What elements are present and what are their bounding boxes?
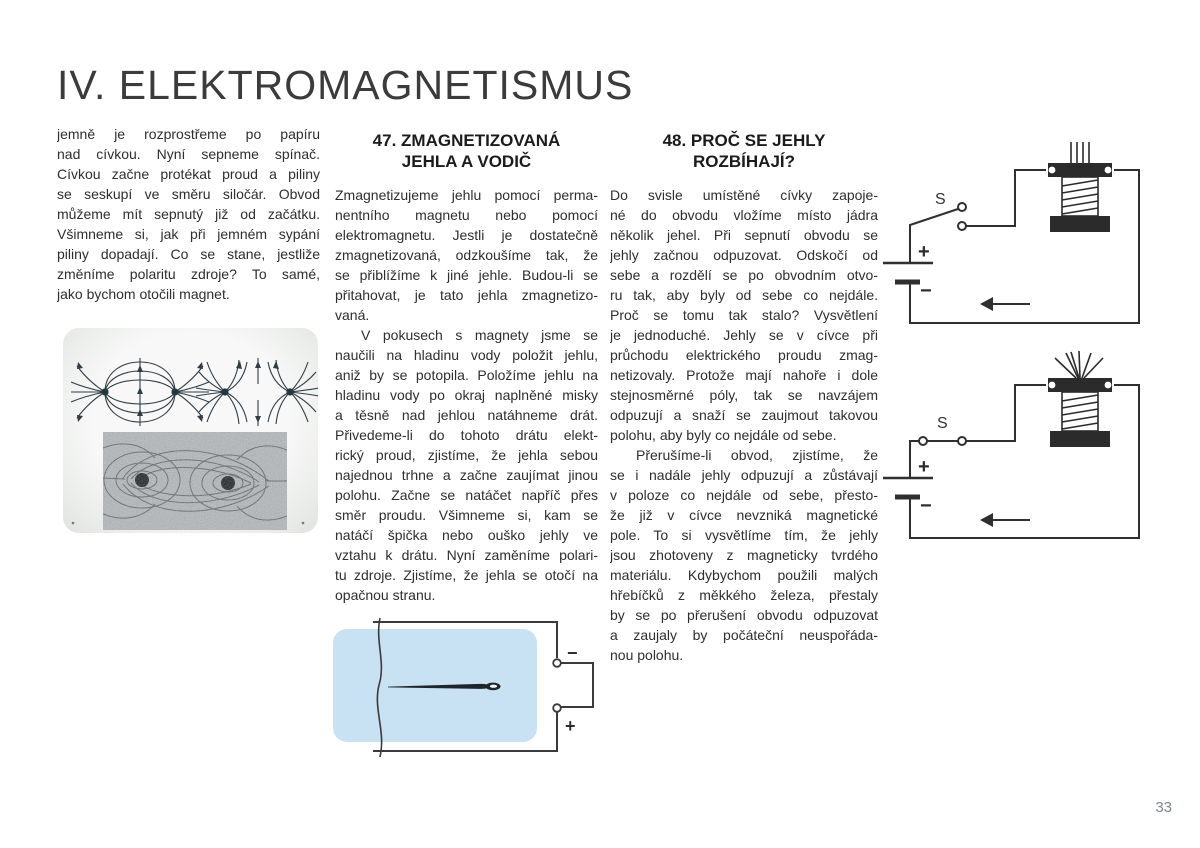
field-diagram-attraction — [71, 358, 209, 426]
text-line: opačnou stranu. — [335, 587, 436, 603]
text-line: najednou trhne a začne zaujímat jinou — [335, 467, 598, 483]
field-diagram-repulsion — [196, 358, 318, 426]
article-47-paragraph-1 — [335, 185, 598, 325]
needles-straight-icon — [1071, 142, 1089, 163]
text-line: polohu, aby byly co nejdále od sebe. — [610, 427, 837, 443]
text-line: hladinu vody po okraj naplněné misky — [335, 387, 598, 403]
text-line: Cívkou začne protékat proud a piliny — [57, 166, 320, 182]
text-line: polohu. Začne se natáčet napříč přes — [335, 487, 598, 503]
text-line: jsou zhotoveny z magneticky tvrdého — [610, 547, 878, 563]
text-line: průchodu elektrického proudu zmag- — [610, 347, 878, 363]
figure-field-lines-card — [63, 328, 318, 533]
plus-label: + — [565, 716, 576, 736]
text-line: Proč se tomu tak stalo? Vysvětlení — [610, 307, 878, 323]
article-48-heading — [610, 130, 878, 172]
page-title: IV. ELEKTROMAGNETISMUS — [57, 62, 634, 108]
text-line: a zaujaly by počáteční neuspořáda- — [610, 627, 878, 643]
text-line: směr proudu. Všimneme si, kam se — [335, 507, 598, 523]
text-line: naučili na hladinu vody položit jehlu, — [335, 347, 598, 363]
article-47-heading — [335, 130, 598, 172]
text-line: Zmagnetizujeme jehlu pomocí perma- — [335, 187, 598, 203]
field-lines-figure — [63, 328, 318, 533]
text-line: rický proud, zjistíme, že jehla sebou — [335, 447, 598, 463]
text-line: sebe a rozdělí se po obvodním otvo- — [610, 267, 878, 283]
circuit-2-wires — [910, 385, 1139, 538]
text-line: jemně je rozprostřeme po papíru — [57, 126, 320, 142]
text-line: Přivedeme-li do tohoto drátu elekt- — [335, 427, 598, 443]
text-line: Všimneme si, jak při jemném sypání — [57, 226, 320, 242]
article-47-paragraph-2 — [335, 325, 598, 605]
text-line: né do obvodu vložíme místo jádra — [610, 207, 878, 223]
text-line: stejnosměrné póly, tak se navzájem — [610, 387, 878, 403]
battery-plus-label: + — [918, 456, 930, 478]
text-line: vaná. — [335, 307, 370, 323]
coil-icon — [1048, 142, 1112, 232]
battery-plus-label: + — [918, 241, 930, 263]
article-47-heading-line1: 47. ZMAGNETIZOVANÁ — [372, 131, 561, 150]
text-line: změníme polaritu zdroje? To samé, — [57, 266, 320, 282]
page-number: 33 — [1155, 799, 1172, 816]
column-1-paragraph — [57, 124, 320, 304]
text-line: vztahu k drátu. Nyní zaměníme polari- — [335, 547, 598, 563]
iron-filings-photo — [103, 432, 287, 530]
battery-minus-label: − — [920, 495, 932, 517]
minus-label: − — [567, 643, 578, 663]
article-47-heading-line2: JEHLA A VODIČ — [401, 152, 532, 171]
text-line: přitahovat, je tato jehla zmagnetizo- — [335, 287, 598, 303]
text-line: hřebíčků z měkkého železa, přestaly — [610, 587, 878, 603]
article-48-body — [610, 185, 878, 665]
circuit-2-closed-switch — [880, 345, 1180, 560]
terminal-plus-icon — [553, 704, 561, 712]
article-47-body — [335, 185, 598, 605]
text-line: nou polohu. — [610, 647, 684, 663]
article-48-paragraph-1 — [610, 185, 878, 445]
article-48-paragraph-2 — [610, 445, 878, 665]
text-line: aniž by se potopila. Položíme jehlu na — [335, 367, 598, 383]
terminal-minus-icon — [553, 659, 561, 667]
switch-open-icon — [958, 203, 966, 230]
article-48-heading-line1: 48. PROČ SE JEHLY — [662, 131, 826, 150]
circuit-1-open-switch — [880, 130, 1180, 330]
needle-dish-figure — [330, 615, 600, 760]
text-line: pole. To si vysvětlíme tím, že jehly — [610, 527, 878, 543]
text-line: několik jehel. Při sepnutí obvodu se — [610, 227, 878, 243]
text-line: natáčí špička nebo ouško jehly ve — [335, 527, 598, 543]
text-line: materiálu. Kdybychom použili malých — [610, 567, 878, 583]
text-line: je jednoduché. Jehly se v cívce při — [610, 327, 878, 343]
text-line: můžeme mít sepnutý již od začátku. — [57, 206, 320, 222]
text-line: by se po přerušení obvodu odpuzovat — [610, 607, 878, 623]
text-line: nentního magnetu nebo pomocí — [335, 207, 598, 223]
card-corner-dot — [72, 522, 75, 525]
text-line: zmagnetizovaná, odzkoušíme tak, že — [335, 247, 598, 263]
text-line: netizovaly. Protože mají nahoře i dole — [610, 367, 878, 383]
current-arrow-icon — [980, 297, 1030, 311]
text-line: jehly začnou odpuzovat. Odskočí od — [610, 247, 878, 263]
text-line: ru tak, aby byly od sebe co nejdále. — [610, 287, 878, 303]
switch-label: S — [937, 415, 948, 432]
text-line: V pokusech s magnety jsme se — [361, 327, 598, 343]
text-line: se seskupí ve směru siločár. Obvod — [57, 186, 320, 202]
text-line: jako bychom otočili magnet. — [57, 286, 230, 302]
battery-minus-label: − — [920, 280, 932, 302]
text-line: elektromagnetu. Jestli je dostatečně — [335, 227, 598, 243]
current-arrow-icon — [980, 513, 1030, 527]
text-line: Do svisle umístěné cívky zapoje- — [610, 187, 878, 203]
text-line: se i nadále jehly odpuzují a zůstávají — [610, 467, 878, 483]
text-line: se přiblížíme k jiné jehle. Budou-li se — [335, 267, 598, 283]
text-line: odpuzují a snaží se zaujmout takovou — [610, 407, 878, 423]
text-line: nad cívkou. Nyní sepneme spínač. — [57, 146, 320, 162]
article-48-heading-line2: ROZBÍHAJÍ? — [693, 152, 795, 171]
text-line: tu zdroje. Zjistíme, že jehla se otočí na — [335, 567, 598, 583]
text-line: piliny dopadají. Co se stane, jestliže — [57, 246, 320, 262]
coil-icon — [1048, 351, 1112, 447]
text-line: a těsně nad jehlou natáhneme drát. — [335, 407, 598, 423]
card-corner-dot — [302, 522, 305, 525]
needles-splayed-icon — [1055, 351, 1103, 378]
text-line: Přerušíme-li obvod, zjistíme, že — [636, 447, 878, 463]
switch-label: S — [935, 191, 946, 208]
text-line: v poloze co nejdále od sebe, přesto- — [610, 487, 878, 503]
text-line: že již v cívce nevzniká magnetické — [610, 507, 878, 523]
